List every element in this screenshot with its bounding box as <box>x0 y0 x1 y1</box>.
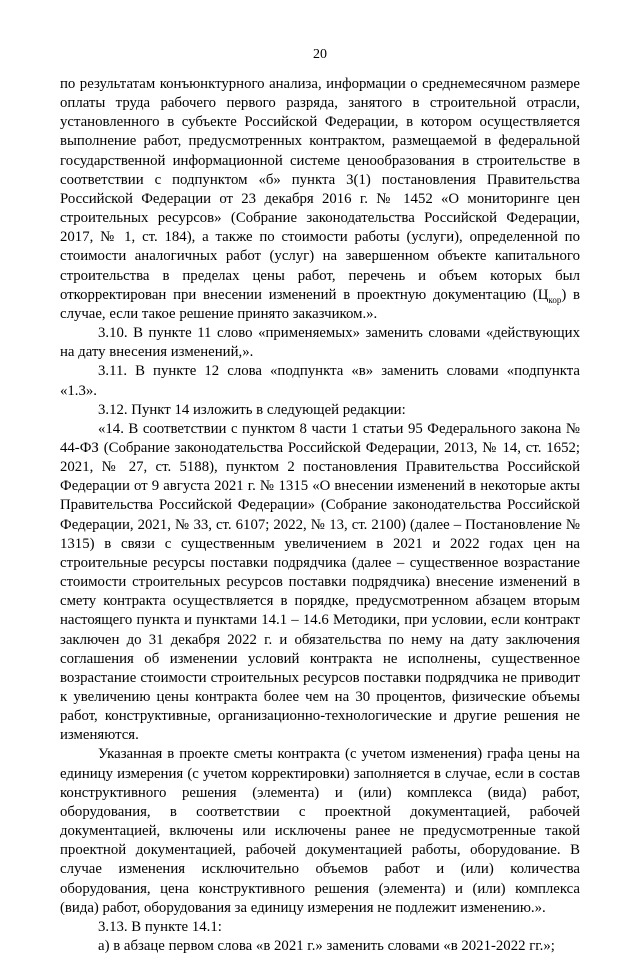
paragraph-3-11: 3.11. В пункте 12 слова «подпункта «в» заменить словами «подпункта «1.3». <box>60 363 580 399</box>
paragraph-3-12: 3.12. Пункт 14 изложить в следующей редакции: <box>98 401 406 418</box>
page-number: 20 <box>313 47 327 62</box>
document-body <box>60 75 580 956</box>
subscript-kor: кор <box>548 294 562 305</box>
paragraph-3-13-a: а) в абзаце первом слова «в 2021 г.» заменить словами «в 2021-2022 гг.»; <box>98 938 555 955</box>
paragraph-text-tail: ) в случае, если такое решение принято заказчиком.». <box>60 286 580 322</box>
paragraph-point-14: «14. В соответствии с пунктом 8 части 1 статьи 95 Федерального закона № 44-ФЗ (Собрание законодательства Российской Федерации, 2013, № 14, ст. 1652; 2021, № 27, ст. 5188), пунктом 2 постановления Правительства Российской Федерации от 9 августа 2021 г. № 1315 «О внесении изменений в некоторые акты Правительства Российской Федерации» (Собрание законодательства Российской Федерации, 2021, № 33, ст. 6107; 2022, № 13, ст. 2100) (далее – Постановление № 1315) в связи с существенным увеличением в 2021 и 2022 годах цен на строительные ресурсы поставки подрядчика (далее – существенное возрастание стоимости строительных ресурсов поставки подрядчика) внесение изменений в смету контракта осуществляется в порядке, предусмотренном абзацем вторым настоящего пункта и пунктами 14.1 – 14.6 Методики, при условии, если контракт заключен до 31 декабря 2022 г. и обязательства по нему на дату заключения соглашения об изменении условий контракта не исполнены, существенное возрастание стоимости строительных ресурсов поставки подрядчика не приводит к увеличению цены контракта более чем на 30 процентов, физические объемы работ, конструктивные, организационно-технологические и другие решения не изменяются. <box>60 420 580 744</box>
paragraph-3-13: 3.13. В пункте 14.1: <box>98 918 222 935</box>
paragraph-monitoring-tail <box>60 75 580 324</box>
paragraph-3-10: 3.10. В пункте 11 слово «применяемых» заменить словами «действующих на дату внесения изменений,». <box>60 325 580 361</box>
paragraph-text: по результатам конъюнктурного анализа, информации о среднемесячном размере оплаты труда рабочего первого разряда, занятого в строительной отрасли, установленного в субъекте Российской Федерации, в котором осуществляется выполнение работ, предусмотренных контрактом, размещаемой в федеральной государственной информационной системе ценообразования в строительстве в соответствии с подпунктом «б» пункта 3(1) постановления Правительства Российской Федерации от 23 декабря 2016 г. № 1452 «О мониторинге цен строительных ресурсов» (Собрание законодательства Российской Федерации, 2017, № 1, ст. 184), а также по стоимости работы (услуги), определенной по стоимости аналогичных работ (услуг) на завершенном объекте капитального строительства в пределах цены работ, перечень и объем которых был откорректирован при внесении изменений в проектную документацию (Ц <box>60 76 580 303</box>
paragraph-estimate-price: Указанная в проекте сметы контракта (с учетом изменения) графа цены на единицу измерения (с учетом корректировки) заполняется в случае, если в состав конструктивного решения (элемента) и (или) комплекса (вида) работ, оборудования, в соответствии с проектной документацией, рабочей документацией, включены или исключены ранее не предусмотренные такой проектной документацией, рабочей документацией работы, оборудование. В случае изменения исключительно объемов работ и (или) количества оборудования, цена конструктивного решения (элемента) и (или) комплекса (вида) работ, оборудования за единицу измерения не подлежит изменению.». <box>60 746 580 916</box>
